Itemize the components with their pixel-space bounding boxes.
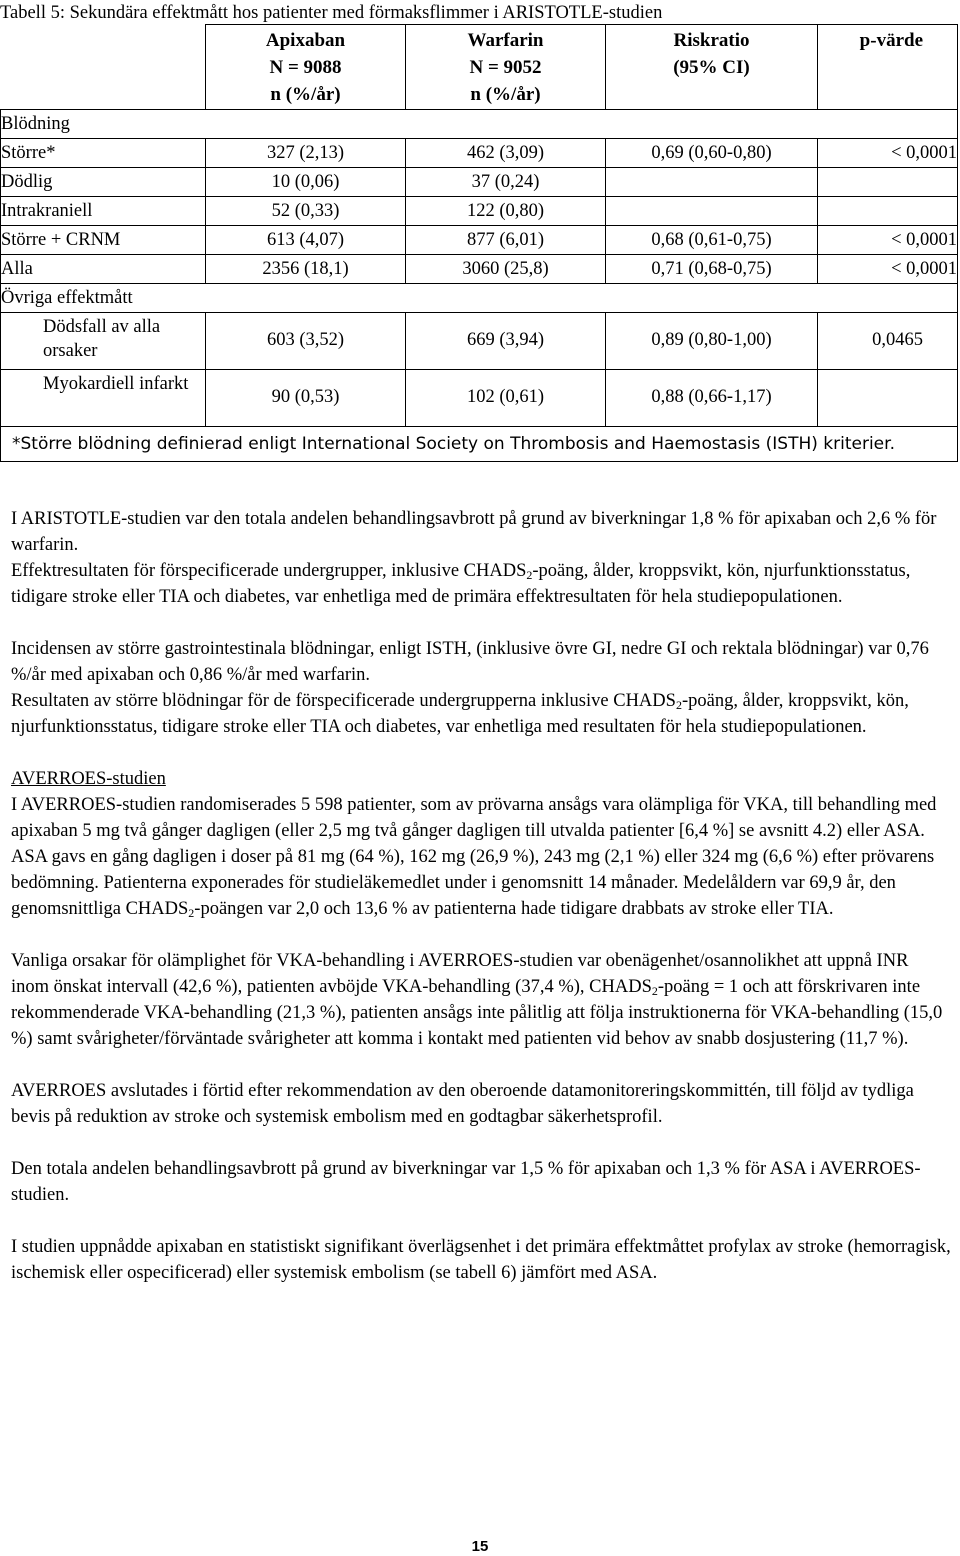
apixaban-cell: 327 (2,13) — [206, 139, 406, 168]
subscript: 2 — [526, 568, 533, 582]
apixaban-cell: 603 (3,52) — [206, 313, 406, 370]
row-label: Myokardiell infarkt — [1, 370, 206, 427]
warfarin-cell: 3060 (25,8) — [406, 255, 606, 284]
paragraph-text: I AVERROES-studien randomiserades 5 598 patienter, som av prövarna ansågs vara olämpliga för VKA, till behandling med apixaban 5 mg två gånger dagligen (eller 2,5 mg två gånger dagligen till utvalda patienter [6,4 %] se avsnitt 4.2) eller ASA. ASA gavs en gång dagligen i doser på 81 mg (64 %), 162 mg (26,9 %), 243 mg (2,1 %) eller 324 mg (6,6 %) efter prövarens bedömning. Patienterna exponerades för studieläkemedlet under i genomsnitt 14 månader. Medelåldern var 69,9 år, den genomsnittliga CHADS — [11, 795, 937, 919]
table-row — [1, 226, 958, 255]
warfarin-cell: 462 (3,09) — [406, 139, 606, 168]
row-label: Dödsfall av alla orsaker — [1, 313, 206, 370]
pvalue-cell: < 0,0001 — [818, 139, 958, 168]
riskratio-cell: 0,71 (0,68-0,75) — [606, 255, 818, 284]
section-label: Övriga effektmått — [1, 284, 958, 313]
secondary-endpoints-table — [0, 24, 958, 462]
paragraph — [11, 688, 951, 740]
section-row — [1, 110, 958, 139]
row-label: Större + CRNM — [1, 226, 206, 255]
paragraph: Den totala andelen behandlingsavbrott på grund av biverkningar var 1,5 % för apixaban och 1,3 % för ASA i AVERROES-studien. — [11, 1159, 921, 1205]
apixaban-cell: 52 (0,33) — [206, 197, 406, 226]
table-row — [1, 197, 958, 226]
apixaban-cell: 10 (0,06) — [206, 168, 406, 197]
riskratio-cell: 0,89 (0,80-1,00) — [606, 313, 818, 370]
table-row — [1, 255, 958, 284]
riskratio-cell — [606, 168, 818, 197]
apixaban-cell: 613 (4,07) — [206, 226, 406, 255]
header-line: n (%/år) — [470, 84, 541, 105]
paragraph-text: -poäng, ålder, kroppsvikt, kön, njurfunktionsstatus, tidigare stroke eller TIA och diabetes, var enhetliga med de primära effektresultaten för hela studiepopulationen. — [11, 561, 911, 607]
subscript: 2 — [675, 698, 682, 712]
body-text — [11, 506, 951, 1286]
warfarin-cell: 877 (6,01) — [406, 226, 606, 255]
riskratio-cell: 0,68 (0,61-0,75) — [606, 226, 818, 255]
table-header-row — [1, 25, 958, 110]
pvalue-cell — [818, 197, 958, 226]
paragraph — [11, 792, 951, 922]
warfarin-cell: 669 (3,94) — [406, 313, 606, 370]
pvalue-header — [818, 25, 958, 110]
warfarin-cell: 102 (0,61) — [406, 370, 606, 427]
paragraph: AVERROES avslutades i förtid efter rekommendation av den oberoende datamonitoreringskommittén, till följd av tydliga bevis på reduktion av stroke och systemisk embolism med en godtagbar säkerhetsprofil. — [11, 1081, 914, 1127]
apixaban-header — [206, 25, 406, 110]
paragraph-text: Resultaten av större blödningar för de förspecificerade undergrupperna inklusive CHADS — [11, 691, 676, 711]
pvalue-cell — [818, 168, 958, 197]
header-line: p-värde — [859, 30, 923, 51]
riskratio-cell: 0,88 (0,66-1,17) — [606, 370, 818, 427]
pvalue-cell: < 0,0001 — [818, 226, 958, 255]
empty-header-cell — [1, 25, 206, 110]
header-line: Apixaban — [265, 30, 346, 51]
row-label: Alla — [1, 255, 206, 284]
pvalue-cell: 0,0465 — [818, 313, 958, 370]
apixaban-cell: 90 (0,53) — [206, 370, 406, 427]
pvalue-cell — [818, 370, 958, 427]
header-line: N = 9052 — [469, 57, 542, 78]
header-line: N = 9088 — [269, 57, 342, 78]
table-row — [1, 168, 958, 197]
section-row — [1, 284, 958, 313]
warfarin-header — [406, 25, 606, 110]
footnote-row — [1, 427, 958, 462]
riskratio-cell — [606, 197, 818, 226]
subscript: 2 — [188, 906, 195, 920]
warfarin-cell: 122 (0,80) — [406, 197, 606, 226]
table-row — [1, 370, 958, 427]
paragraph: I studien uppnådde apixaban en statistiskt signifikant överlägsenhet i det primära effektmåttet profylax av stroke (hemorragisk, ischemisk eller ospecificerad) eller systemisk embolism (se tabell 6) jämfört med ASA. — [11, 1237, 951, 1283]
table-caption: Tabell 5: Sekundära effektmått hos patienter med förmaksflimmer i ARISTOTLE-studien — [0, 3, 663, 23]
paragraph — [11, 948, 951, 1052]
row-label: Större* — [1, 139, 206, 168]
section-label: Blödning — [1, 110, 958, 139]
table-row — [1, 139, 958, 168]
row-label: Dödlig — [1, 168, 206, 197]
paragraph: I ARISTOTLE-studien var den totala andelen behandlingsavbrott på grund av biverkningar 1,8 % för apixaban och 2,6 % för warfarin. — [11, 509, 937, 555]
header-line: n (%/år) — [270, 84, 341, 105]
paragraph — [11, 558, 951, 610]
table-footnote: *Större blödning definierad enligt International Society on Thrombosis and Haemostasis (ISTH) kriterier. — [1, 427, 958, 462]
row-label: Intrakraniell — [1, 197, 206, 226]
warfarin-cell: 37 (0,24) — [406, 168, 606, 197]
subscript: 2 — [651, 984, 658, 998]
table-row — [1, 313, 958, 370]
apixaban-cell: 2356 (18,1) — [206, 255, 406, 284]
paragraph-text: -poäng = 1 och att förskrivaren inte rekommenderade VKA-behandling (21,3 %), patienten ansågs inte pålitlig att följa instruktionerna för VKA-behandling (15,0 %) samt svårigheter/förväntade svårigheter att komma i kontakt med patienten vid behov av snabb dosjustering (11,7 %). — [11, 977, 943, 1049]
header-line: Riskratio — [673, 30, 750, 51]
header-line: Warfarin — [467, 30, 544, 51]
section-heading: AVERROES-studien — [11, 769, 166, 789]
riskratio-header — [606, 25, 818, 110]
paragraph: Incidensen av större gastrointestinala blödningar, enligt ISTH, (inklusive övre GI, nedre GI och rektala blödningar) var 0,76 %/år med apixaban och 0,86 %/år med warfarin. — [11, 639, 929, 685]
paragraph-text: -poängen var 2,0 och 13,6 % av patienterna hade tidigare drabbats av stroke eller TIA. — [194, 899, 834, 919]
paragraph-text: Effektresultaten för förspecificerade undergrupper, inklusive CHADS — [11, 561, 527, 581]
riskratio-cell: 0,69 (0,60-0,80) — [606, 139, 818, 168]
header-line: (95% CI) — [673, 57, 750, 78]
paragraph-text: Vanliga orsakar för olämplighet för VKA-behandling i AVERROES-studien var obenägenhet/osannolikhet att uppnå INR inom önskat intervall (42,6 %), patienten avböjde VKA-behandling (37,4 %), CHADS — [11, 951, 909, 997]
pvalue-cell: < 0,0001 — [818, 255, 958, 284]
page-number: 15 — [471, 1538, 489, 1555]
paragraph-text: -poäng, ålder, kroppsvikt, kön, njurfunktionsstatus, tidigare stroke eller TIA och diabetes, var enhetliga med resultaten för hela studiepopulationen. — [11, 691, 909, 737]
